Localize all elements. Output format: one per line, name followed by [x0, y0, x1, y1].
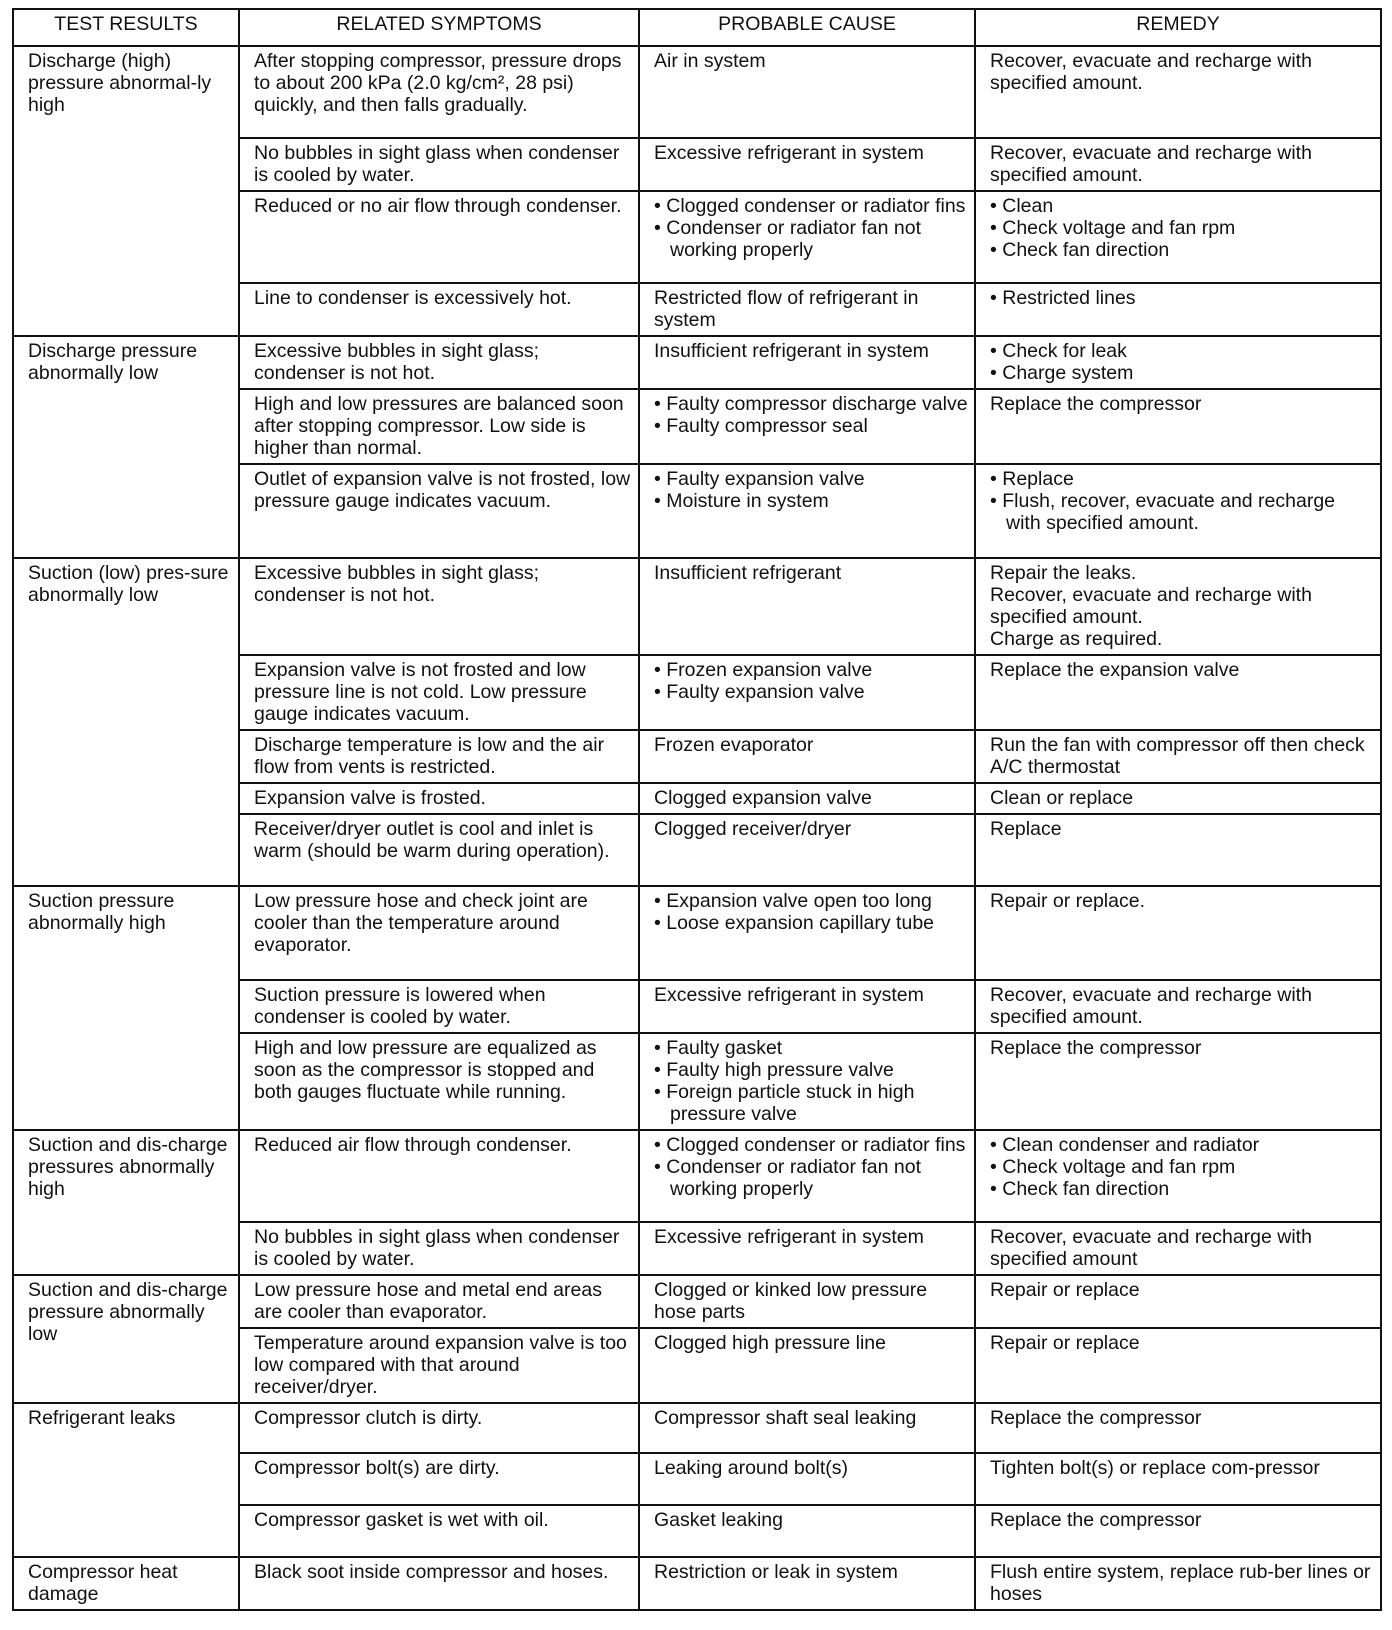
remedy-line: Recover, evacuate and recharge with specified amount. [990, 142, 1312, 186]
remedy-line: • Clean condenser and radiator [990, 1134, 1260, 1156]
cause-line: • Condenser or radiator fan not working properly [654, 217, 921, 261]
remedy-line: Charge as required. [990, 628, 1163, 650]
cause-line: • Faulty expansion valve [654, 681, 865, 703]
cause-line: Excessive refrigerant in system [654, 984, 924, 1006]
probable-cause-cell [639, 558, 975, 655]
symptom-cell: Excessive bubbles in sight glass; condenser is not hot. [239, 336, 639, 389]
symptom-cell: High and low pressure are equalized as soon as the compressor is stopped and both gauges fluctuate while running. [239, 1033, 639, 1130]
probable-cause-cell [639, 1328, 975, 1403]
table-row [13, 336, 1381, 389]
remedy-line: Repair the leaks. [990, 562, 1137, 584]
symptom-cell: Outlet of expansion valve is not frosted, low pressure gauge indicates vacuum. [239, 464, 639, 558]
probable-cause-cell [639, 1557, 975, 1610]
cause-line: • Faulty compressor discharge valve [654, 393, 968, 415]
cause-line: Frozen evaporator [654, 734, 814, 756]
table-body [13, 46, 1381, 1610]
remedy-cell [975, 1275, 1381, 1328]
cause-line: Excessive refrigerant in system [654, 142, 924, 164]
remedy-line: Run the fan with compressor off then check A/C thermostat [990, 734, 1365, 778]
troubleshooting-document [12, 8, 1380, 1611]
cause-line: • Frozen expansion valve [654, 659, 873, 681]
probable-cause-cell [639, 46, 975, 138]
symptom-cell: High and low pressures are balanced soon after stopping compressor. Low side is higher than normal. [239, 389, 639, 464]
header-related-symptoms: RELATED SYMPTOMS [239, 9, 639, 46]
symptom-cell: Excessive bubbles in sight glass; condenser is not hot. [239, 558, 639, 655]
cause-line: • Faulty compressor seal [654, 415, 868, 437]
probable-cause-cell [639, 886, 975, 980]
table-row [13, 1403, 1381, 1453]
probable-cause-cell [639, 283, 975, 336]
cause-line: • Expansion valve open too long [654, 890, 932, 912]
remedy-line: Replace the compressor [990, 1037, 1202, 1059]
remedy-cell [975, 1505, 1381, 1557]
symptom-cell: After stopping compressor, pressure drops to about 200 kPa (2.0 kg/cm², 28 psi) quickly, and then falls gradually. [239, 46, 639, 138]
probable-cause-cell [639, 814, 975, 886]
remedy-line: • Check voltage and fan rpm [990, 217, 1236, 239]
cause-line: • Condenser or radiator fan not working properly [654, 1156, 921, 1200]
table-row [13, 1275, 1381, 1328]
remedy-cell [975, 191, 1381, 283]
symptom-cell: Discharge temperature is low and the air flow from vents is restricted. [239, 730, 639, 783]
cause-line: Compressor shaft seal leaking [654, 1407, 917, 1429]
cause-line: • Loose expansion capillary tube [654, 912, 935, 934]
cause-line: • Faulty high pressure valve [654, 1059, 894, 1081]
remedy-cell [975, 814, 1381, 886]
remedy-cell [975, 283, 1381, 336]
cause-line: • Foreign particle stuck in high pressure valve [654, 1081, 915, 1125]
test-result-cell: Suction and dis-charge pressures abnormally high [13, 1130, 239, 1275]
symptom-cell: Line to condenser is excessively hot. [239, 283, 639, 336]
header-probable-cause: PROBABLE CAUSE [639, 9, 975, 46]
symptom-cell: Compressor bolt(s) are dirty. [239, 1453, 639, 1505]
symptom-cell: Suction pressure is lowered when condenser is cooled by water. [239, 980, 639, 1033]
remedy-line: Flush entire system, replace rub-ber lines or hoses [990, 1561, 1371, 1605]
remedy-cell [975, 1328, 1381, 1403]
cause-line: • Faulty gasket [654, 1037, 783, 1059]
symptom-cell: No bubbles in sight glass when condenser is cooled by water. [239, 138, 639, 191]
table-row [13, 1557, 1381, 1610]
cause-line: Restriction or leak in system [654, 1561, 898, 1583]
cause-line: Excessive refrigerant in system [654, 1226, 924, 1248]
cause-line: Clogged receiver/dryer [654, 818, 852, 840]
test-result-cell: Compressor heat damage [13, 1557, 239, 1610]
remedy-line: Repair or replace [990, 1332, 1140, 1354]
probable-cause-cell [639, 1453, 975, 1505]
remedy-cell [975, 336, 1381, 389]
cause-line: Leaking around bolt(s) [654, 1457, 849, 1479]
remedy-line: • Check voltage and fan rpm [990, 1156, 1236, 1178]
probable-cause-cell [639, 1222, 975, 1275]
symptom-cell: Compressor clutch is dirty. [239, 1403, 639, 1453]
probable-cause-cell [639, 980, 975, 1033]
table-row [13, 886, 1381, 980]
remedy-cell [975, 980, 1381, 1033]
remedy-line: Recover, evacuate and recharge with specified amount. [990, 584, 1312, 628]
cause-line: Air in system [654, 50, 766, 72]
probable-cause-cell [639, 464, 975, 558]
remedy-cell [975, 389, 1381, 464]
remedy-cell [975, 464, 1381, 558]
symptom-cell: Reduced air flow through condenser. [239, 1130, 639, 1222]
remedy-line: Replace the expansion valve [990, 659, 1240, 681]
remedy-line: Tighten bolt(s) or replace com-pressor [990, 1457, 1320, 1479]
cause-line: Insufficient refrigerant in system [654, 340, 929, 362]
cause-line: • Clogged condenser or radiator fins [654, 1134, 966, 1156]
symptom-cell: No bubbles in sight glass when condenser is cooled by water. [239, 1222, 639, 1275]
probable-cause-cell [639, 1033, 975, 1130]
symptom-cell: Low pressure hose and metal end areas are cooler than evaporator. [239, 1275, 639, 1328]
remedy-line: Repair or replace. [990, 890, 1145, 912]
symptom-cell: Compressor gasket is wet with oil. [239, 1505, 639, 1557]
cause-line: • Clogged condenser or radiator fins [654, 195, 966, 217]
cause-line: Gasket leaking [654, 1509, 783, 1531]
remedy-cell [975, 1130, 1381, 1222]
header-remedy: REMEDY [975, 9, 1381, 46]
remedy-line: • Charge system [990, 362, 1134, 384]
remedy-line: Recover, evacuate and recharge with specified amount [990, 1226, 1312, 1270]
remedy-line: • Replace [990, 468, 1074, 490]
probable-cause-cell [639, 389, 975, 464]
remedy-cell [975, 730, 1381, 783]
remedy-line: • Clean [990, 195, 1054, 217]
remedy-cell [975, 886, 1381, 980]
symptom-cell: Expansion valve is frosted. [239, 783, 639, 814]
remedy-line: • Check fan direction [990, 1178, 1170, 1200]
remedy-cell [975, 783, 1381, 814]
remedy-line: • Flush, recover, evacuate and recharge with specified amount. [990, 490, 1336, 534]
remedy-line: Recover, evacuate and recharge with specified amount. [990, 984, 1312, 1028]
symptom-cell: Temperature around expansion valve is too low compared with that around receiver/dryer. [239, 1328, 639, 1403]
table-row [13, 558, 1381, 655]
test-result-cell: Discharge pressure abnormally low [13, 336, 239, 558]
remedy-cell [975, 1222, 1381, 1275]
probable-cause-cell [639, 1275, 975, 1328]
cause-line: Insufficient refrigerant [654, 562, 842, 584]
cause-line: Restricted flow of refrigerant in system [654, 287, 919, 331]
table-row [13, 1130, 1381, 1222]
test-result-cell: Discharge (high) pressure abnormal-ly high [13, 46, 239, 336]
remedy-line: • Restricted lines [990, 287, 1136, 309]
probable-cause-cell [639, 1505, 975, 1557]
probable-cause-cell [639, 730, 975, 783]
remedy-line: • Check fan direction [990, 239, 1170, 261]
probable-cause-cell [639, 655, 975, 730]
remedy-line: Replace the compressor [990, 1407, 1202, 1429]
cause-line: Clogged or kinked low pressure hose parts [654, 1279, 928, 1323]
probable-cause-cell [639, 336, 975, 389]
remedy-line: Replace [990, 818, 1062, 840]
remedy-cell [975, 1557, 1381, 1610]
table-header-row [13, 9, 1381, 46]
cause-line: Clogged expansion valve [654, 787, 872, 809]
remedy-line: Replace the compressor [990, 393, 1202, 415]
probable-cause-cell [639, 138, 975, 191]
remedy-cell [975, 558, 1381, 655]
cause-line: Clogged high pressure line [654, 1332, 886, 1354]
symptom-cell: Expansion valve is not frosted and low pressure line is not cold. Low pressure gauge indicates vacuum. [239, 655, 639, 730]
remedy-cell [975, 1453, 1381, 1505]
remedy-cell [975, 138, 1381, 191]
remedy-line: Repair or replace [990, 1279, 1140, 1301]
remedy-cell [975, 46, 1381, 138]
test-result-cell: Suction and dis-charge pressure abnormally low [13, 1275, 239, 1403]
test-result-cell: Refrigerant leaks [13, 1403, 239, 1557]
troubleshooting-table [12, 8, 1382, 1611]
symptom-cell: Reduced or no air flow through condenser. [239, 191, 639, 283]
remedy-line: Clean or replace [990, 787, 1134, 809]
cause-line: • Faulty expansion valve [654, 468, 865, 490]
probable-cause-cell [639, 191, 975, 283]
remedy-cell [975, 1403, 1381, 1453]
symptom-cell: Low pressure hose and check joint are cooler than the temperature around evaporator. [239, 886, 639, 980]
header-test-results: TEST RESULTS [13, 9, 239, 46]
remedy-line: • Check for leak [990, 340, 1127, 362]
test-result-cell: Suction (low) pres-sure abnormally low [13, 558, 239, 886]
remedy-cell [975, 655, 1381, 730]
probable-cause-cell [639, 1403, 975, 1453]
remedy-line: Recover, evacuate and recharge with specified amount. [990, 50, 1312, 94]
probable-cause-cell [639, 1130, 975, 1222]
probable-cause-cell [639, 783, 975, 814]
test-result-cell: Suction pressure abnormally high [13, 886, 239, 1130]
remedy-cell [975, 1033, 1381, 1130]
symptom-cell: Black soot inside compressor and hoses. [239, 1557, 639, 1610]
cause-line: • Moisture in system [654, 490, 829, 512]
symptom-cell: Receiver/dryer outlet is cool and inlet is warm (should be warm during operation). [239, 814, 639, 886]
remedy-line: Replace the compressor [990, 1509, 1202, 1531]
table-row [13, 46, 1381, 138]
